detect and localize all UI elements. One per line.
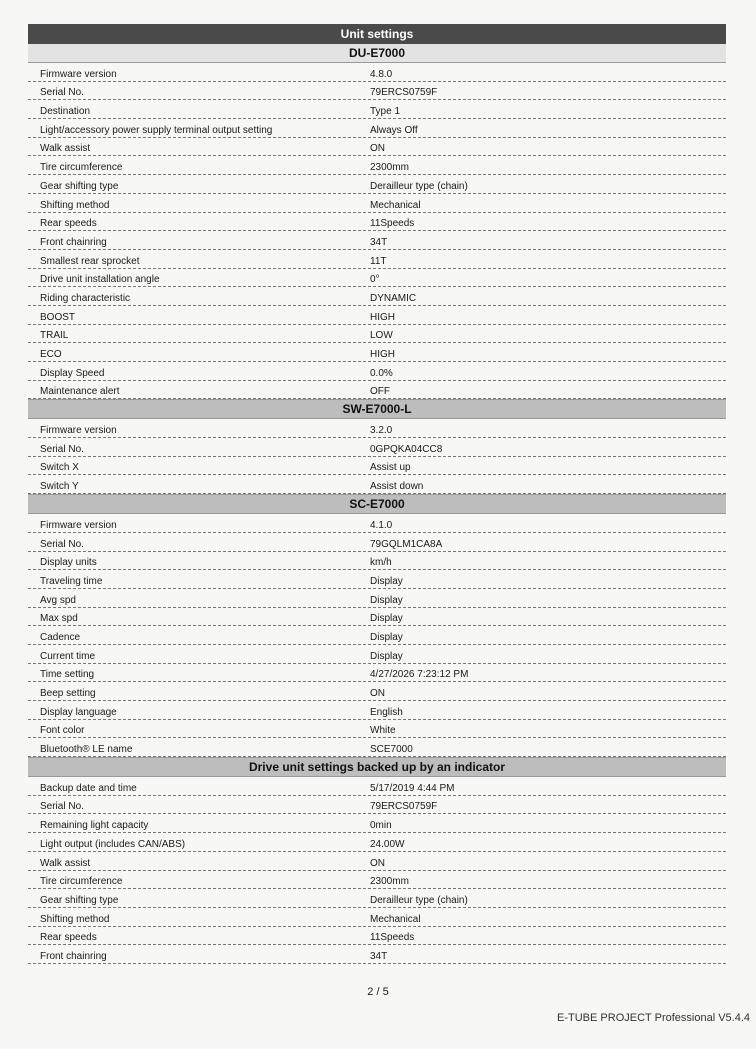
- section-header: SC-E7000: [28, 494, 726, 514]
- setting-value: 4.8.0: [370, 68, 393, 80]
- table-row: [28, 852, 726, 871]
- setting-value: 5/17/2019 4:44 PM: [370, 782, 455, 794]
- setting-value: LOW: [370, 330, 393, 342]
- setting-label: BOOST: [40, 311, 76, 323]
- setting-value: Display: [370, 594, 403, 606]
- table-row: [28, 945, 726, 964]
- setting-value: 34T: [370, 236, 388, 248]
- setting-label: Display units: [40, 557, 97, 569]
- setting-value: Always Off: [370, 124, 418, 136]
- table-row: [28, 100, 726, 119]
- table-row: [28, 250, 726, 269]
- setting-value: ON: [370, 857, 385, 869]
- setting-value: Assist up: [370, 462, 411, 474]
- setting-value: Mechanical: [370, 199, 421, 211]
- setting-value: 0°: [370, 274, 380, 286]
- table-row: [28, 552, 726, 571]
- setting-label: TRAIL: [40, 330, 69, 342]
- setting-label: Serial No.: [40, 538, 84, 550]
- table-row: [28, 175, 726, 194]
- setting-value: 79ERCS0759F: [370, 87, 438, 99]
- setting-value: OFF: [370, 386, 390, 398]
- setting-value: 11Speeds: [370, 218, 415, 230]
- setting-value: HIGH: [370, 349, 395, 360]
- setting-value: 79ERCS0759F: [370, 801, 438, 813]
- table-row: [28, 608, 726, 627]
- table-row: [28, 738, 726, 757]
- setting-value: Assist down: [370, 481, 424, 493]
- table-row: [28, 796, 726, 815]
- setting-label: Cadence: [40, 631, 81, 643]
- table-row: [28, 889, 726, 908]
- setting-label: Switch X: [40, 462, 79, 474]
- footer-app-version: E-TUBE PROJECT Professional V5.4.4: [557, 1012, 750, 1024]
- setting-label: ECO: [40, 349, 62, 360]
- table-row: [28, 362, 726, 381]
- setting-value: 4/27/2026 7:23:12 PM: [370, 669, 469, 681]
- section-header: DU-E7000: [28, 44, 726, 63]
- setting-label: Firmware version: [40, 425, 117, 437]
- setting-value: Display: [370, 613, 403, 625]
- page-number: 2 / 5: [367, 986, 389, 998]
- setting-label: Shifting method: [40, 913, 110, 925]
- setting-label: Font color: [40, 725, 85, 737]
- setting-value: 3.2.0: [370, 425, 393, 437]
- table-row: [28, 457, 726, 476]
- setting-value: English: [370, 706, 403, 718]
- setting-label: Gear shifting type: [40, 180, 119, 192]
- setting-label: Beep setting: [40, 688, 96, 699]
- table-row: [28, 777, 726, 796]
- setting-label: Walk assist: [40, 143, 91, 155]
- table-row: [28, 927, 726, 946]
- setting-value: Derailleur type (chain): [370, 894, 468, 906]
- setting-label: Remaining light capacity: [40, 820, 149, 832]
- section-header: SW-E7000-L: [28, 399, 726, 419]
- setting-label: Serial No.: [40, 801, 84, 813]
- setting-label: Max spd: [40, 613, 78, 625]
- table-row: [28, 213, 726, 232]
- table-row: [28, 343, 726, 362]
- setting-label: Display Speed: [40, 367, 105, 379]
- table-row: [28, 701, 726, 720]
- setting-value: 2300mm: [370, 162, 409, 174]
- setting-label: Front chainring: [40, 950, 107, 962]
- setting-label: Light/accessory power supply terminal output setting: [40, 124, 273, 136]
- setting-value: Display: [370, 631, 403, 643]
- section-header: Drive unit settings backed up by an indicator: [28, 757, 726, 777]
- setting-label: Firmware version: [40, 519, 117, 531]
- setting-value: Derailleur type (chain): [370, 180, 468, 192]
- setting-label: Backup date and time: [40, 782, 137, 794]
- settings-sheet: [28, 24, 726, 964]
- table-row: [28, 306, 726, 325]
- setting-label: Switch Y: [40, 481, 79, 493]
- setting-value: 11T: [370, 255, 387, 267]
- table-row: [28, 720, 726, 739]
- table-row: [28, 533, 726, 552]
- setting-value: 0GPQKA04CC8: [370, 443, 443, 455]
- setting-label: Walk assist: [40, 857, 91, 869]
- setting-value: km/h: [370, 557, 392, 569]
- setting-value: White: [370, 725, 396, 737]
- table-row: [28, 82, 726, 101]
- table-row: [28, 664, 726, 683]
- setting-value: 11Speeds: [370, 932, 415, 944]
- setting-label: Avg spd: [40, 594, 76, 606]
- setting-value: 0min: [370, 820, 392, 832]
- table-row: [28, 908, 726, 927]
- table-row: [28, 231, 726, 250]
- setting-label: Serial No.: [40, 87, 84, 99]
- setting-label: Bluetooth® LE name: [40, 744, 133, 756]
- setting-value: ON: [370, 143, 385, 155]
- table-row: [28, 325, 726, 344]
- setting-label: Smallest rear sprocket: [40, 255, 140, 267]
- table-row: [28, 119, 726, 138]
- setting-value: 4.1.0: [370, 519, 393, 531]
- table-row: [28, 871, 726, 890]
- setting-label: Current time: [40, 650, 96, 662]
- setting-value: 24.00W: [370, 838, 405, 850]
- table-row: [28, 645, 726, 664]
- table-row: [28, 514, 726, 533]
- setting-label: Maintenance alert: [40, 386, 120, 398]
- table-row: [28, 381, 726, 400]
- setting-value: Display: [370, 575, 403, 587]
- setting-value: Type 1: [370, 106, 401, 118]
- setting-label: Gear shifting type: [40, 894, 119, 906]
- table-row: [28, 833, 726, 852]
- setting-value: 2300mm: [370, 876, 409, 888]
- table-row: [28, 475, 726, 494]
- table-row: [28, 626, 726, 645]
- table-row: [28, 438, 726, 457]
- setting-label: Destination: [40, 106, 91, 118]
- table-row: [28, 570, 726, 589]
- setting-label: Serial No.: [40, 443, 84, 455]
- setting-value: DYNAMIC: [370, 292, 417, 304]
- table-row: [28, 287, 726, 306]
- table-row: [28, 419, 726, 438]
- table-row: [28, 63, 726, 82]
- setting-value: HIGH: [370, 311, 395, 323]
- setting-value: ON: [370, 688, 385, 699]
- setting-label: Traveling time: [40, 575, 103, 587]
- setting-label: Front chainring: [40, 236, 107, 248]
- setting-label: Display language: [40, 706, 117, 718]
- table-row: [28, 156, 726, 175]
- setting-label: Shifting method: [40, 199, 110, 211]
- setting-value: 79GQLM1CA8A: [370, 538, 443, 550]
- table-row: [28, 682, 726, 701]
- setting-label: Rear speeds: [40, 218, 97, 230]
- setting-value: SCE7000: [370, 744, 413, 756]
- setting-label: Firmware version: [40, 68, 117, 80]
- table-row: [28, 589, 726, 608]
- sections-container: [28, 44, 726, 964]
- table-row: [28, 269, 726, 288]
- setting-label: Light output (includes CAN/ABS): [40, 838, 186, 850]
- setting-label: Drive unit installation angle: [40, 274, 160, 286]
- setting-label: Riding characteristic: [40, 292, 131, 304]
- setting-value: 34T: [370, 950, 388, 962]
- setting-label: Time setting: [40, 669, 95, 681]
- setting-label: Tire circumference: [40, 162, 123, 174]
- setting-label: Tire circumference: [40, 876, 123, 888]
- page-title: Unit settings: [28, 24, 726, 44]
- setting-value: Mechanical: [370, 913, 421, 925]
- table-row: [28, 814, 726, 833]
- setting-label: Rear speeds: [40, 932, 97, 944]
- table-row: [28, 194, 726, 213]
- setting-value: 0.0%: [370, 367, 393, 379]
- setting-value: Display: [370, 650, 403, 662]
- table-row: [28, 138, 726, 157]
